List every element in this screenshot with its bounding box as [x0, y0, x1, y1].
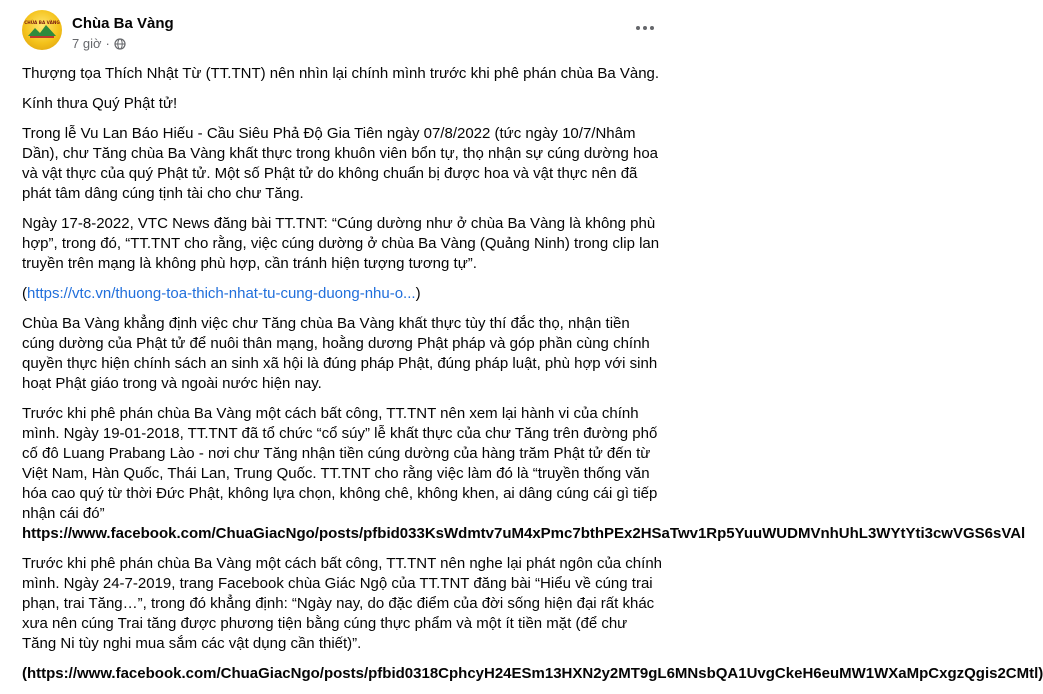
post-time[interactable]: 7 giờ: [72, 36, 102, 51]
page-name[interactable]: Chùa Ba Vàng: [72, 15, 174, 32]
post-greeting: Kính thưa Quý Phật tử!: [22, 95, 178, 112]
more-options-icon[interactable]: [630, 16, 660, 40]
facebook-link-2[interactable]: (https://www.facebook.com/ChuaGiacNgo/posts/pfbid0318CphcyH24ESm13HXN2y2MT9gL6MNsbQA1UvgCkeH6euMW1WXaMpCxgzQgis2CMtl): [22, 665, 1043, 682]
paren-open: (: [22, 285, 27, 302]
post-paragraph: Trong lễ Vu Lan Báo Hiếu - Cầu Siêu Phả Độ Gia Tiên ngày 07/8/2022 (tức ngày 10/7/Nhâm Dần), chư Tăng chùa Ba Vàng khất thực trong khuôn viên bổn tự, thọ nhận sự cúng dường hoa và vật thực của quý Phật tử. Một số Phật tử do không chuẩn bị được hoa và vật thực nên đã phát tâm dâng cúng tịnh tài cho chư Tăng.: [22, 125, 659, 202]
paren-close: ): [415, 285, 421, 302]
post-content: [22, 64, 1043, 694]
temple-logo-icon: [22, 10, 62, 50]
post-meta: [72, 36, 126, 51]
post-paragraph: Trước khi phê phán chùa Ba Vàng một cách bất công, TT.TNT nên nghe lại phát ngôn của chính mình. Ngày 24-7-2019, trang Facebook chùa Giác Ngộ của TT.TNT đăng bài “Hiểu về cúng trai phạn, trai Tăng…”, trong đó khẳng định: “Ngày nay, do đặc điểm của đời sống hiện đại rất khác xưa nên cúng Trai tăng được phương tiện bằng cúng thực phẩm và một ít tiền mặt (để chư Tăng Ni tùy nghi mua sắm các vật dụng cần thiết)”.: [22, 555, 662, 652]
vtc-link[interactable]: https://vtc.vn/thuong-toa-thich-nhat-tu-cung-duong-nhu-o...: [27, 285, 416, 302]
post-paragraph: Chùa Ba Vàng khẳng định việc chư Tăng chùa Ba Vàng khất thực tùy thí đắc thọ, nhận tiền cúng dường của Phật tử để nuôi thân mạng, hoằng dương Phật pháp và góp phần cùng chính quyền thực hiện chính sách an sinh xã hội là đúng pháp Phật, đúng pháp luật, phù hợp với sinh hoạt Phật giáo trong và ngoài nước hiện nay.: [22, 315, 658, 392]
facebook-link-1[interactable]: https://www.facebook.com/ChuaGiacNgo/posts/pfbid033KsWdmtv7uM4xPmc7bthPEx2HSaTwv1Rp5YuuWUDMVnhUhL3WYtYti3cwVGS6sVAl: [22, 525, 1026, 542]
post-headline: Thượng tọa Thích Nhật Từ (TT.TNT) nên nhìn lại chính mình trước khi phê phán chùa Ba Vàng.: [22, 65, 660, 82]
post-paragraph: [22, 404, 1026, 544]
post-paragraph-text: Trước khi phê phán chùa Ba Vàng một cách bất công, TT.TNT nên xem lại hành vi của chính mình. Ngày 19-01-2018, TT.TNT đã tổ chức “cổ súy” lễ khất thực của chư Tăng trên đường phố cố đô Luang Prabang Lào - nơi chư Tăng nhận tiền cúng dường của hàng trăm Phật tử đến từ Việt Nam, Hàn Quốc, Thái Lan, Trung Quốc. TT.TNT cho rằng việc làm đó là “truyền thống văn hóa cao quý từ thời Đức Phật, không lựa chọn, không chê, không khen, ai dâng cúng cái gì tiếp nhận cái đó”: [22, 405, 658, 522]
meta-separator: ·: [105, 36, 110, 51]
page-avatar[interactable]: [22, 10, 62, 50]
post-paragraph: Ngày 17-8-2022, VTC News đăng bài TT.TNT: “Cúng dường như ở chùa Ba Vàng là không phù hợp”, trong đó, “TT.TNT cho rằng, việc cúng dường ở chùa Ba Vàng (Quảng Ninh) trong clip lan truyền trên mạng là không phù hợp, cần tránh hiện tượng tương tự”.: [22, 215, 660, 272]
post-paragraph: [22, 284, 664, 304]
globe-icon[interactable]: [114, 38, 126, 50]
avatar-logo-text: CHÙA BA VÀNG: [24, 20, 60, 25]
post-header: [22, 8, 662, 58]
